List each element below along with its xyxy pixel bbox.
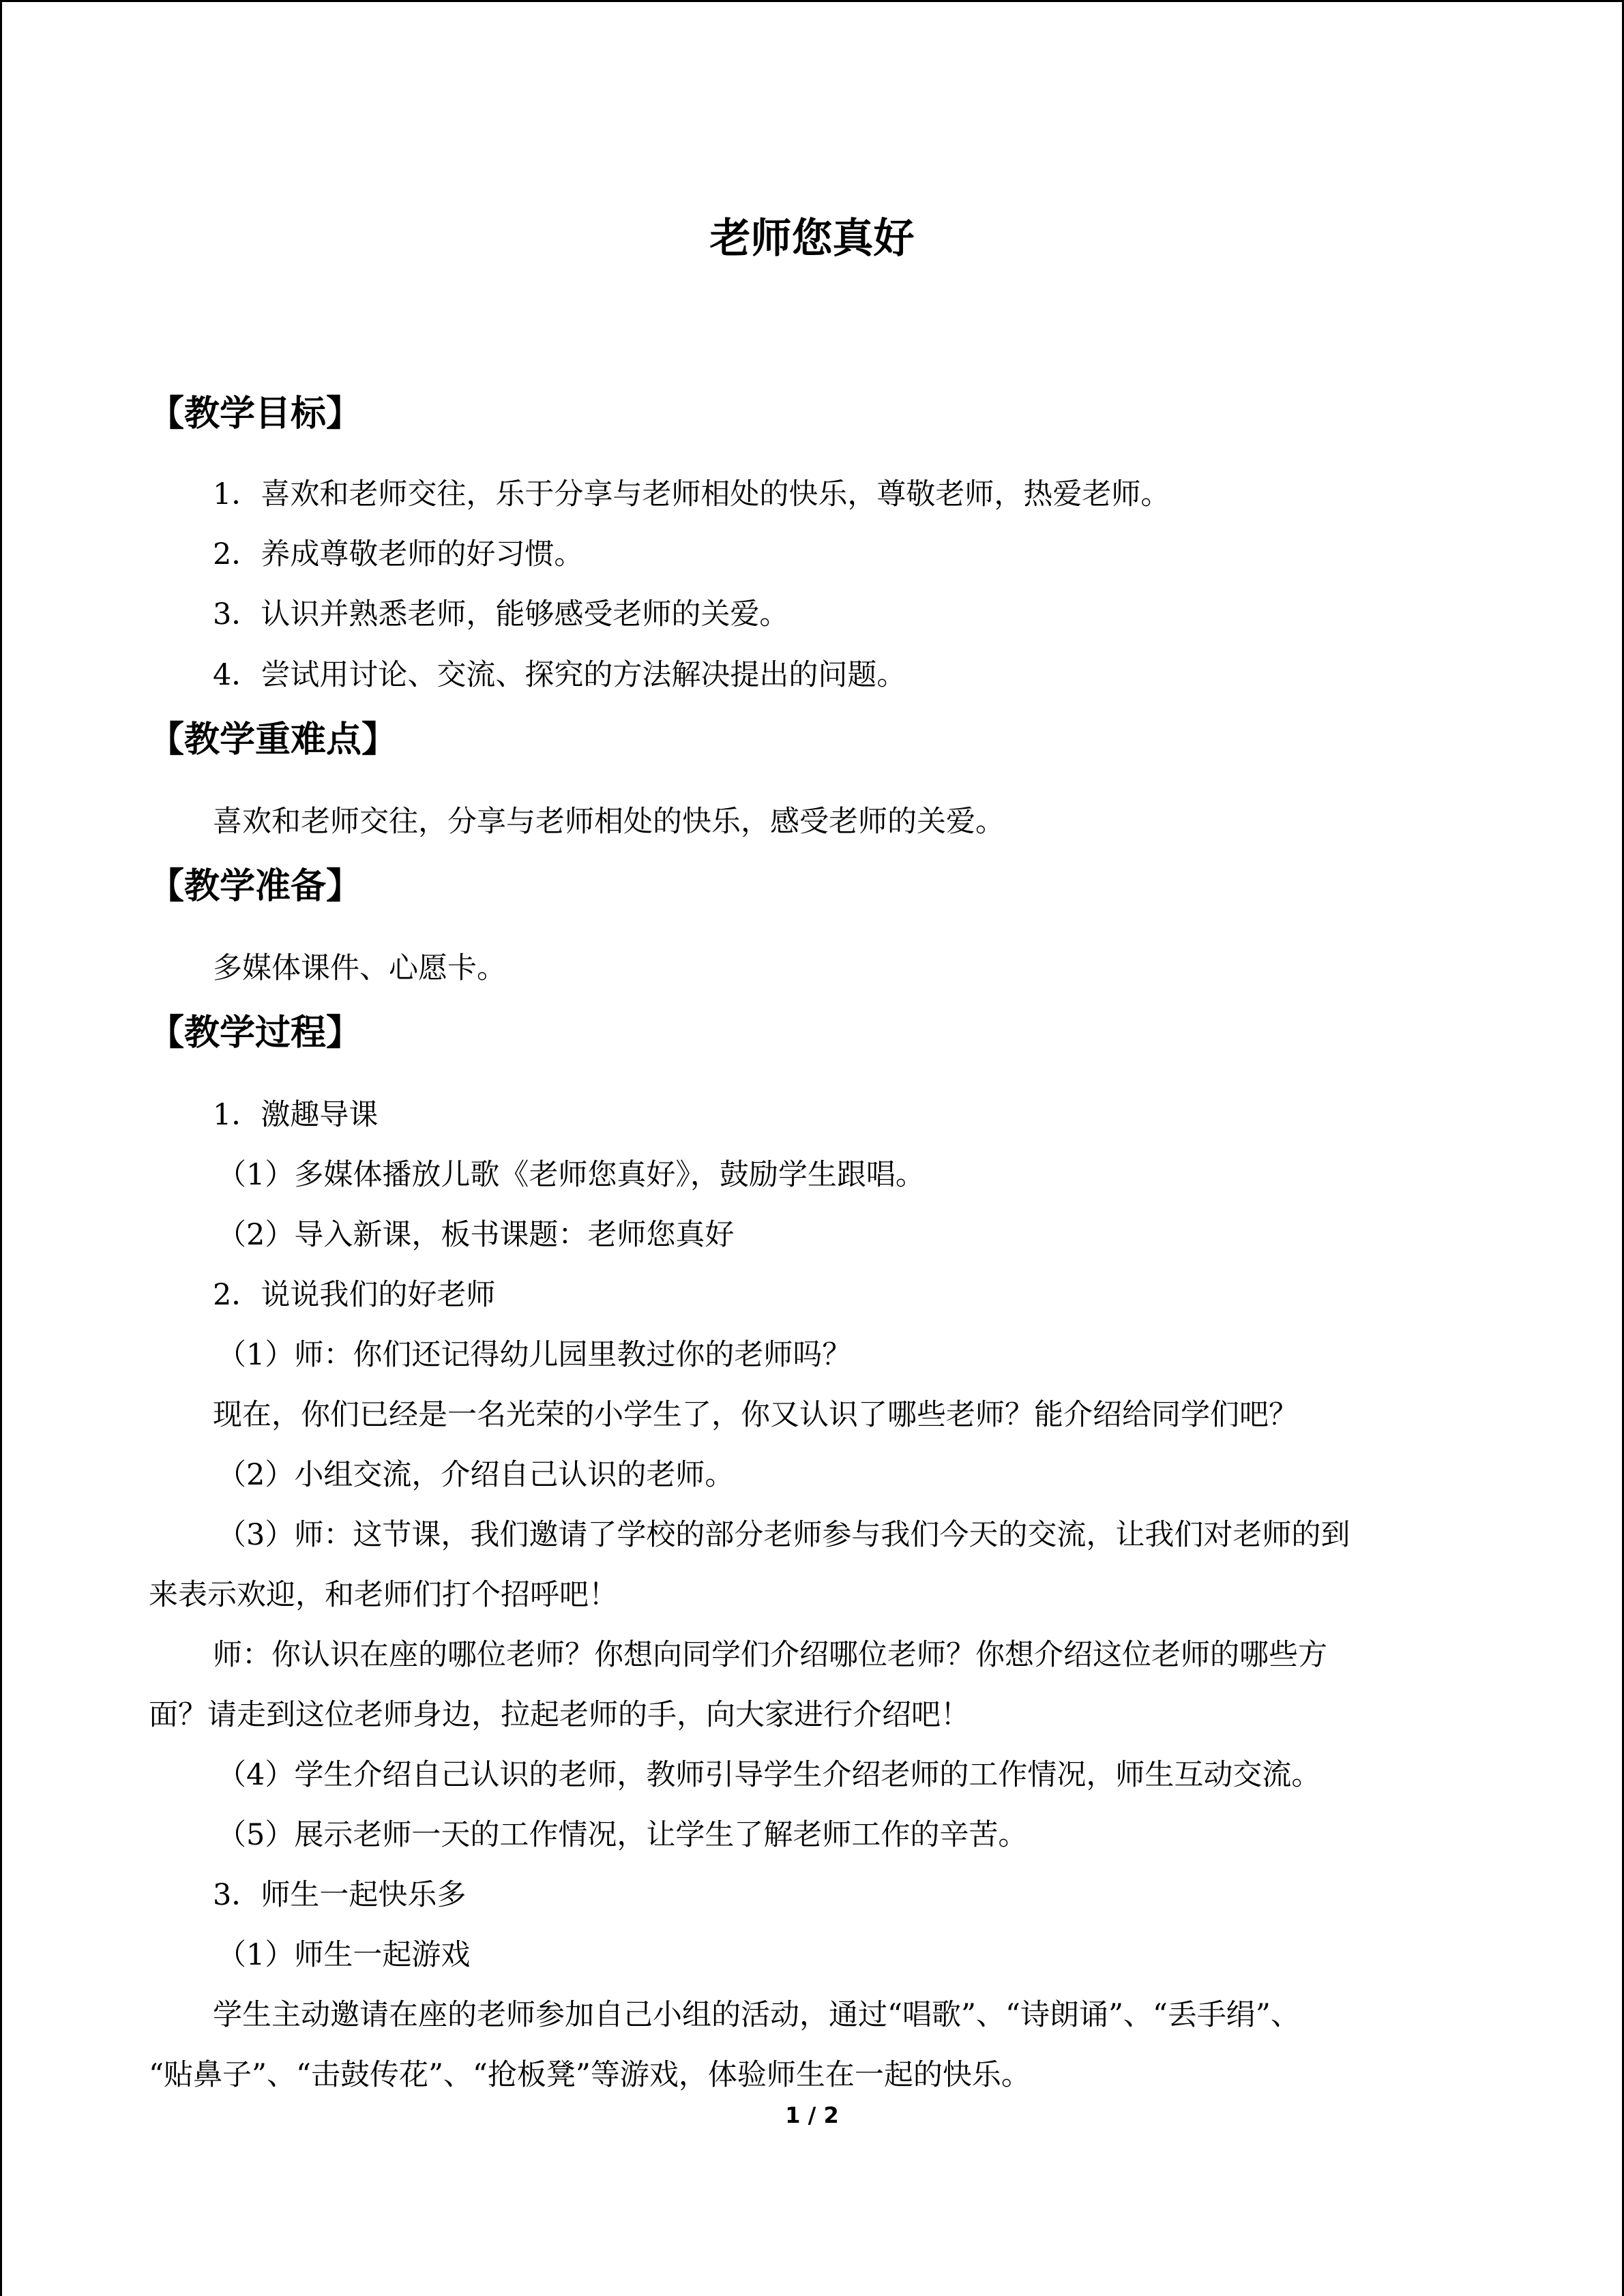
process-line: （2）小组交流，介绍自己认识的老师。 [217, 1458, 735, 1492]
page-number: 1 / 2 [785, 2102, 839, 2128]
process-line: （4）学生介绍自己认识的老师，教师引导学生介绍老师的工作情况，师生互动交流。 [217, 1758, 1321, 1792]
process-line: “贴鼻子”、“击鼓传花”、“抢板凳”等游戏，体验师生在一起的快乐。 [149, 2058, 1031, 2092]
process-line: 3．师生一起快乐多 [213, 1878, 467, 1912]
process-line: 1．激趣导课 [213, 1098, 379, 1132]
heading-key-points: 【教学重难点】 [149, 719, 398, 760]
key-points-text: 喜欢和老师交往，分享与老师相处的快乐，感受老师的关爱。 [213, 805, 1005, 839]
heading-preparation: 【教学准备】 [149, 866, 362, 907]
document-title: 老师您真好 [709, 215, 915, 263]
process-line: （5）展示老师一天的工作情况，让学生了解老师工作的辛苦。 [217, 1818, 1028, 1852]
objective-item: 2．养成尊敬老师的好习惯。 [213, 537, 584, 571]
objective-item: 4．尝试用讨论、交流、探究的方法解决提出的问题。 [213, 658, 906, 692]
process-line: 学生主动邀请在座的老师参加自己小组的活动，通过“唱歌”、“诗朗诵”、“丢手绢”、 [213, 1998, 1300, 2032]
heading-objectives: 【教学目标】 [149, 393, 362, 434]
preparation-text: 多媒体课件、心愿卡。 [213, 951, 506, 985]
heading-process: 【教学过程】 [149, 1013, 362, 1054]
process-line: 2．说说我们的好老师 [213, 1278, 496, 1312]
process-line: （1）多媒体播放儿歌《老师您真好》，鼓励学生跟唱。 [217, 1158, 925, 1192]
process-line: 来表示欢迎，和老师们打个招呼吧！ [149, 1578, 618, 1612]
process-line: （1）师：你们还记得幼儿园里教过你的老师吗？ [217, 1338, 852, 1372]
process-line: 现在，你们已经是一名光荣的小学生了，你又认识了哪些老师？能介绍给同学们吧？ [213, 1398, 1298, 1432]
process-line: 面？请走到这位老师身边，拉起老师的手，向大家进行介绍吧！ [149, 1698, 970, 1732]
process-line: 师：你认识在座的哪位老师？你想向同学们介绍哪位老师？你想介绍这位老师的哪些方 [213, 1638, 1327, 1672]
objective-item: 3．认识并熟悉老师，能够感受老师的关爱。 [213, 597, 789, 631]
objective-item: 1．喜欢和老师交往，乐于分享与老师相处的快乐，尊敬老师，热爱老师。 [213, 477, 1170, 511]
process-line: （3）师：这节课，我们邀请了学校的部分老师参与我们今天的交流，让我们对老师的到 [217, 1518, 1350, 1552]
process-line: （1）师生一起游戏 [217, 1938, 471, 1972]
process-line: （2）导入新课，板书课题：老师您真好 [217, 1218, 735, 1252]
